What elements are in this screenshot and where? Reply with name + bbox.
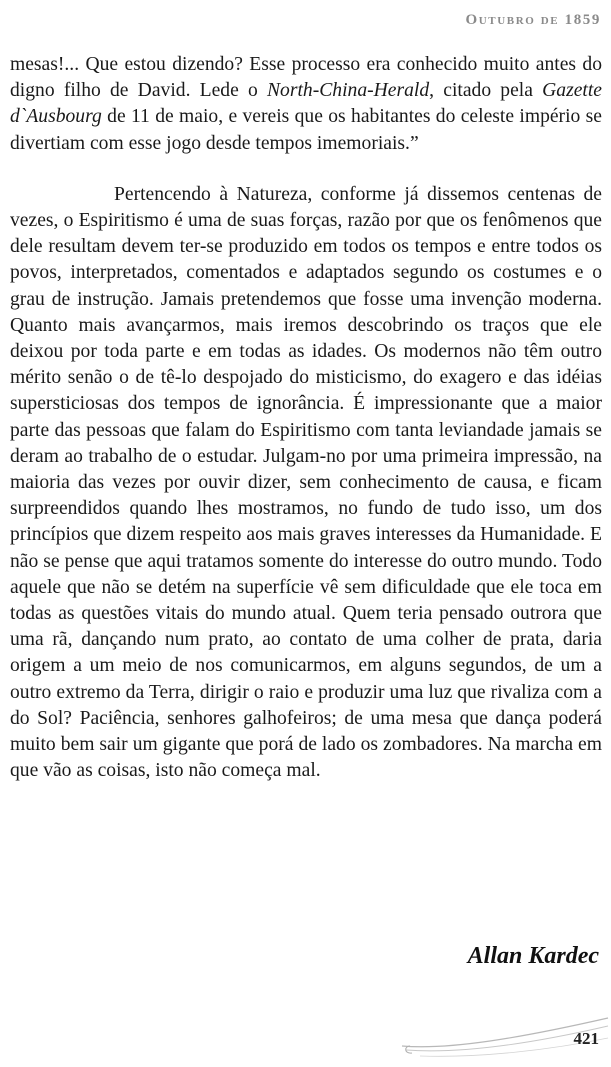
running-header: Outubro de 1859 — [465, 12, 601, 28]
paragraph-main: Pertencendo à Natureza, conforme já dissemos centenas de vezes, o Espiritismo é uma de suas forças, razão por que os fenômenos que dele resultam devem ter-se produzido em todos os tempos e entre todos os povos, interpretados, comentados e adaptados segundo os costumes e o grau de instrução. Jamais pretendemos que fosse uma invenção moderna. Quanto mais avançarmos, mais iremos descobrindo os traços que ele deixou por toda parte e em todas as idades. Os modernos não têm outro mérito senão o de tê-lo despojado do misticismo, do exagero e das idéias supersticiosas dos tempos de ignorância. É impressionante que a maior parte das pessoas que falam do Espiritismo com tanta leviandade jamais se deram ao trabalho de o estudar. Julgam-no por uma primeira impressão, na maioria das vezes por ouvir dizer, sem conhecimento de causa, e ficam surpreendidos quando lhes mostramos, no fundo de tudo isso, um dos princípios que dizem respeito aos mais graves interesses da Humanidade. E não se pense que aqui tratamos somente do interesse do outro mundo. Todo aquele que não se detém na superfície vê sem dificuldade que ele toca em todas as questões vitais do mundo atual. Quem teria pensado outrora que uma rã, dançando num prato, ao contato de uma colher de prata, daria origem a um meio de nos comunicarmos, em alguns segundos, de um a outro extremo da Terra, dirigir o raio e produzir uma luz que rivaliza com a do Sol? Paciência, senhores galhofeiros; de uma mesa que dança poderá muito bem sair um gigante que porá de lado os zombadores. Na marcha em que vão as coisas, isto não começa mal. — [10, 183, 602, 782]
author-signature: Allan Kardec — [467, 943, 599, 969]
paragraph-text: mesas!... Que estou dizendo? Esse processo era conhecido muito antes do digno filho de David. Lede o — [10, 54, 602, 102]
paragraph-text: de 11 de maio, e vereis que os habitantes do celeste império se divertiam com esse jogo desde tempos imemoriais.” — [10, 106, 602, 154]
newspaper-title: North-China-Herald — [266, 80, 430, 102]
page-number: 421 — [573, 1029, 599, 1048]
paragraph-text: , citado pela — [429, 80, 543, 102]
newspaper-title: Gazette d`Ausbourg — [10, 80, 602, 128]
paragraph-quote-end — [10, 52, 602, 157]
page-body — [10, 52, 602, 784]
